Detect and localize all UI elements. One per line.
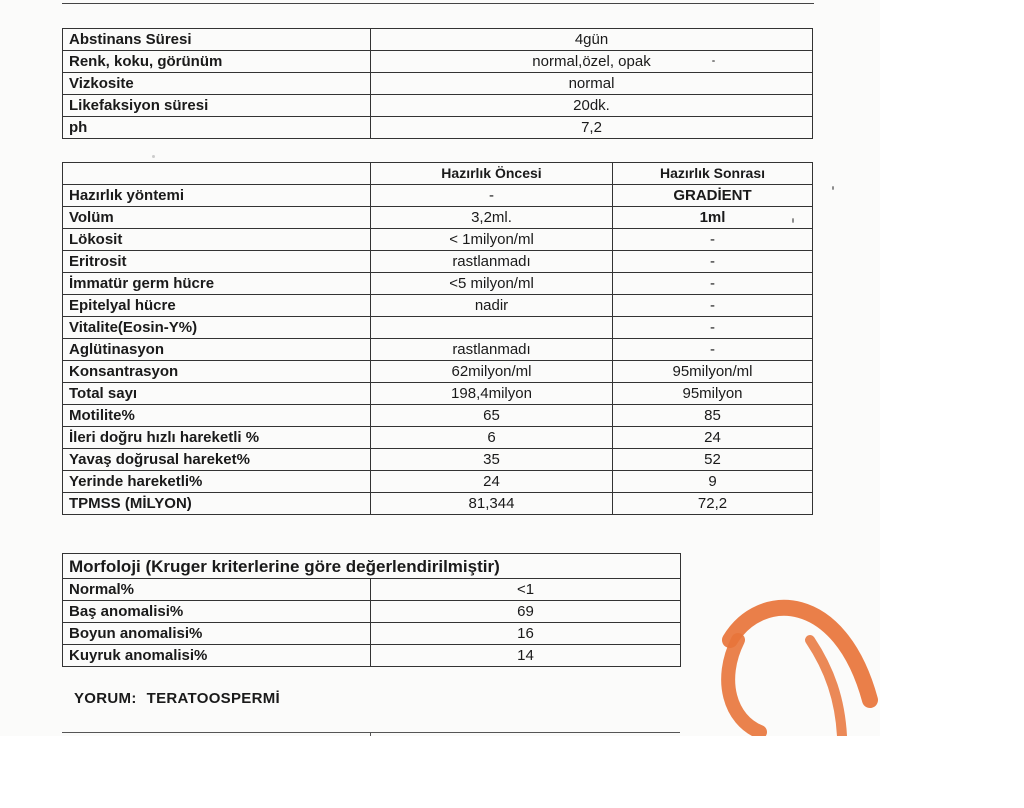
after-value: 24 bbox=[613, 427, 813, 449]
table-row bbox=[63, 29, 813, 51]
table-header-row bbox=[63, 163, 813, 185]
row-label: Hazırlık yöntemi bbox=[63, 185, 371, 207]
after-value: - bbox=[613, 273, 813, 295]
before-value: < 1milyon/ml bbox=[371, 229, 613, 251]
row-label: Epitelyal hücre bbox=[63, 295, 371, 317]
table-row bbox=[63, 207, 813, 229]
morphology-title-row bbox=[63, 554, 681, 579]
row-label: Renk, koku, görünüm bbox=[63, 51, 371, 73]
logo-inner-arc bbox=[728, 640, 760, 732]
table-row bbox=[63, 579, 681, 601]
table-row bbox=[63, 295, 813, 317]
before-value: 198,4milyon bbox=[371, 383, 613, 405]
row-label: Kuyruk anomalisi% bbox=[63, 645, 371, 667]
table-row bbox=[63, 73, 813, 95]
table-row bbox=[63, 383, 813, 405]
logo-tail bbox=[810, 640, 842, 736]
table-row bbox=[63, 449, 813, 471]
after-value: GRADİENT bbox=[613, 185, 813, 207]
scan-speck bbox=[712, 60, 715, 62]
table-row bbox=[63, 493, 813, 515]
row-label: Abstinans Süresi bbox=[63, 29, 371, 51]
row-value: 4gün bbox=[371, 29, 813, 51]
logo-swirl-icon bbox=[690, 580, 880, 736]
after-value: - bbox=[613, 317, 813, 339]
table-row bbox=[63, 185, 813, 207]
comment-value: TERATOOSPERMİ bbox=[146, 690, 280, 707]
header-before: Hazırlık Öncesi bbox=[371, 163, 613, 185]
after-value: 9 bbox=[613, 471, 813, 493]
scan-speck bbox=[792, 218, 794, 223]
after-value: - bbox=[613, 229, 813, 251]
row-label: Boyun anomalisi% bbox=[63, 623, 371, 645]
comment-label: YORUM: bbox=[74, 690, 137, 707]
before-value: 6 bbox=[371, 427, 613, 449]
comment-line bbox=[74, 690, 290, 707]
row-label: Eritrosit bbox=[63, 251, 371, 273]
table-row bbox=[63, 317, 813, 339]
general-parameters-table bbox=[62, 28, 813, 139]
row-value: normal bbox=[371, 73, 813, 95]
row-label: Volüm bbox=[63, 207, 371, 229]
row-label: Vizkosite bbox=[63, 73, 371, 95]
row-value: 14 bbox=[371, 645, 681, 667]
table-row bbox=[63, 601, 681, 623]
before-value: 62milyon/ml bbox=[371, 361, 613, 383]
before-value: 35 bbox=[371, 449, 613, 471]
row-label: Baş anomalisi% bbox=[63, 601, 371, 623]
logo-outer-arc bbox=[730, 608, 870, 700]
table-row bbox=[63, 645, 681, 667]
top-table-edge bbox=[62, 0, 814, 4]
table-row bbox=[63, 251, 813, 273]
row-label: Yavaş doğrusal hareket% bbox=[63, 449, 371, 471]
table-row bbox=[63, 51, 813, 73]
after-value: 85 bbox=[613, 405, 813, 427]
header-empty-cell bbox=[63, 163, 371, 185]
after-value: - bbox=[613, 251, 813, 273]
before-value: nadir bbox=[371, 295, 613, 317]
row-label: Vitalite(Eosin-Y%) bbox=[63, 317, 371, 339]
row-label: Motilite% bbox=[63, 405, 371, 427]
before-value: <5 milyon/ml bbox=[371, 273, 613, 295]
table-row bbox=[63, 471, 813, 493]
morphology-table bbox=[62, 553, 681, 667]
next-table-edge bbox=[62, 732, 680, 736]
header-after: Hazırlık Sonrası bbox=[613, 163, 813, 185]
table-row bbox=[63, 427, 813, 449]
row-label: Likefaksiyon süresi bbox=[63, 95, 371, 117]
table-row bbox=[63, 405, 813, 427]
row-label: Lökosit bbox=[63, 229, 371, 251]
table-row bbox=[63, 273, 813, 295]
before-value: rastlanmadı bbox=[371, 339, 613, 361]
after-value: - bbox=[613, 339, 813, 361]
row-label: Konsantrasyon bbox=[63, 361, 371, 383]
row-label: İmmatür germ hücre bbox=[63, 273, 371, 295]
after-value: 72,2 bbox=[613, 493, 813, 515]
before-value bbox=[371, 317, 613, 339]
table-row bbox=[63, 623, 681, 645]
table-row bbox=[63, 229, 813, 251]
row-value: 7,2 bbox=[371, 117, 813, 139]
row-value: <1 bbox=[371, 579, 681, 601]
before-value: - bbox=[371, 185, 613, 207]
row-label: İleri doğru hızlı hareketli % bbox=[63, 427, 371, 449]
after-value: 52 bbox=[613, 449, 813, 471]
before-value: 24 bbox=[371, 471, 613, 493]
row-value: 20dk. bbox=[371, 95, 813, 117]
before-value: rastlanmadı bbox=[371, 251, 613, 273]
row-value: 69 bbox=[371, 601, 681, 623]
scan-speck bbox=[832, 186, 834, 190]
table-row bbox=[63, 339, 813, 361]
table-row bbox=[63, 117, 813, 139]
before-value: 81,344 bbox=[371, 493, 613, 515]
after-value: 95milyon bbox=[613, 383, 813, 405]
before-value: 65 bbox=[371, 405, 613, 427]
scan-speck bbox=[152, 155, 155, 158]
row-label: Aglütinasyon bbox=[63, 339, 371, 361]
after-value: 95milyon/ml bbox=[613, 361, 813, 383]
preparation-table bbox=[62, 162, 813, 515]
before-value: 3,2ml. bbox=[371, 207, 613, 229]
after-value: 1ml bbox=[613, 207, 813, 229]
row-value: 16 bbox=[371, 623, 681, 645]
row-label: Total sayı bbox=[63, 383, 371, 405]
row-value: normal,özel, opak bbox=[371, 51, 813, 73]
table-row bbox=[63, 361, 813, 383]
row-label: TPMSS (MİLYON) bbox=[63, 493, 371, 515]
row-label: ph bbox=[63, 117, 371, 139]
morphology-title: Morfoloji (Kruger kriterlerine göre değerlendirilmiştir) bbox=[63, 554, 681, 579]
row-label: Normal% bbox=[63, 579, 371, 601]
table-row bbox=[63, 95, 813, 117]
row-label: Yerinde hareketli% bbox=[63, 471, 371, 493]
after-value: - bbox=[613, 295, 813, 317]
